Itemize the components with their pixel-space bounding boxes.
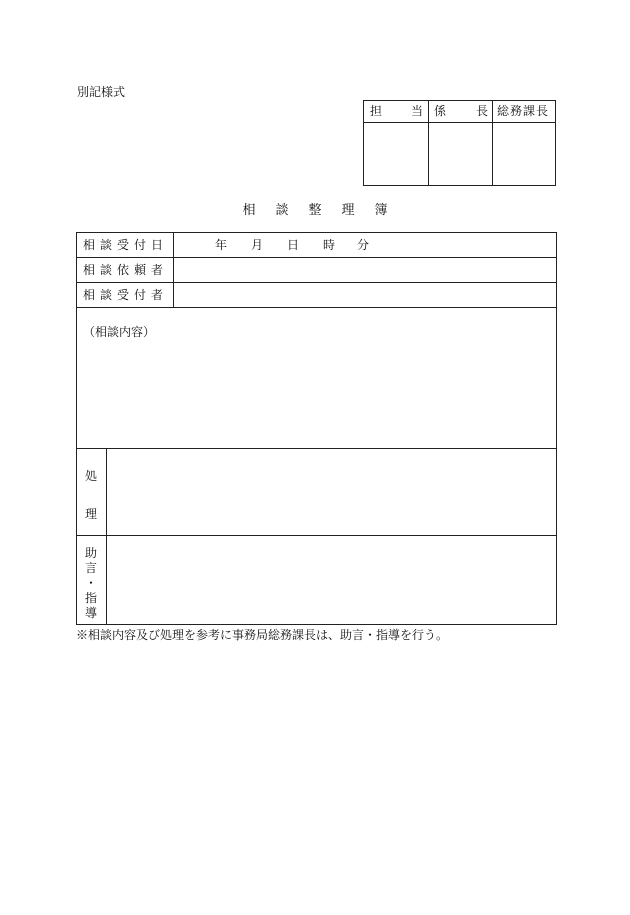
approval-header-tanto-2: 当 [411, 104, 424, 118]
content-field[interactable] [77, 343, 556, 448]
approval-stamp-kakaricho[interactable] [429, 123, 492, 185]
approval-header-kakaricho-2: 長 [476, 104, 489, 118]
requester-field[interactable] [174, 258, 556, 282]
advice-char: ・ [84, 576, 97, 590]
receiver-field[interactable] [174, 283, 556, 307]
footnote: ※相談内容及び処理を参考に事務局総務課長は、助言・指導を行う。 [76, 628, 449, 642]
processing-char: 処 [84, 469, 97, 483]
advice-char: 言 [84, 561, 97, 575]
advice-guidance-label [77, 546, 105, 621]
year-unit: 年 [215, 238, 228, 252]
approval-stamp-box [363, 100, 556, 186]
month-unit: 月 [251, 238, 264, 252]
advice-char: 指 [84, 591, 97, 605]
form-title: 相談整理簿 [242, 203, 408, 218]
form-type-label: 別記様式 [77, 85, 126, 99]
requester-label: 相談依頼者 [83, 263, 169, 277]
approval-header-somukacho: 総務課長 [497, 104, 550, 118]
day-unit: 日 [287, 238, 300, 252]
approval-header-tanto-1: 担 [370, 104, 383, 118]
processing-label [77, 468, 105, 522]
approval-stamp-somukacho[interactable] [493, 123, 555, 185]
hour-unit: 時 [323, 238, 336, 252]
approval-stamp-tanto[interactable] [364, 123, 428, 185]
advice-guidance-field[interactable] [107, 536, 556, 624]
advice-char: 導 [84, 606, 97, 620]
minute-unit: 分 [357, 238, 370, 252]
processing-char: 理 [84, 507, 97, 521]
approval-header-kakaricho-1: 係 [434, 104, 447, 118]
received-date-label: 相談受付日 [83, 238, 169, 252]
consultation-form [76, 232, 557, 625]
content-label: （相談内容） [83, 325, 156, 339]
row-divider [77, 307, 556, 308]
receiver-label: 相談受付者 [83, 288, 169, 302]
processing-field[interactable] [107, 449, 556, 535]
advice-char: 助 [84, 546, 97, 560]
